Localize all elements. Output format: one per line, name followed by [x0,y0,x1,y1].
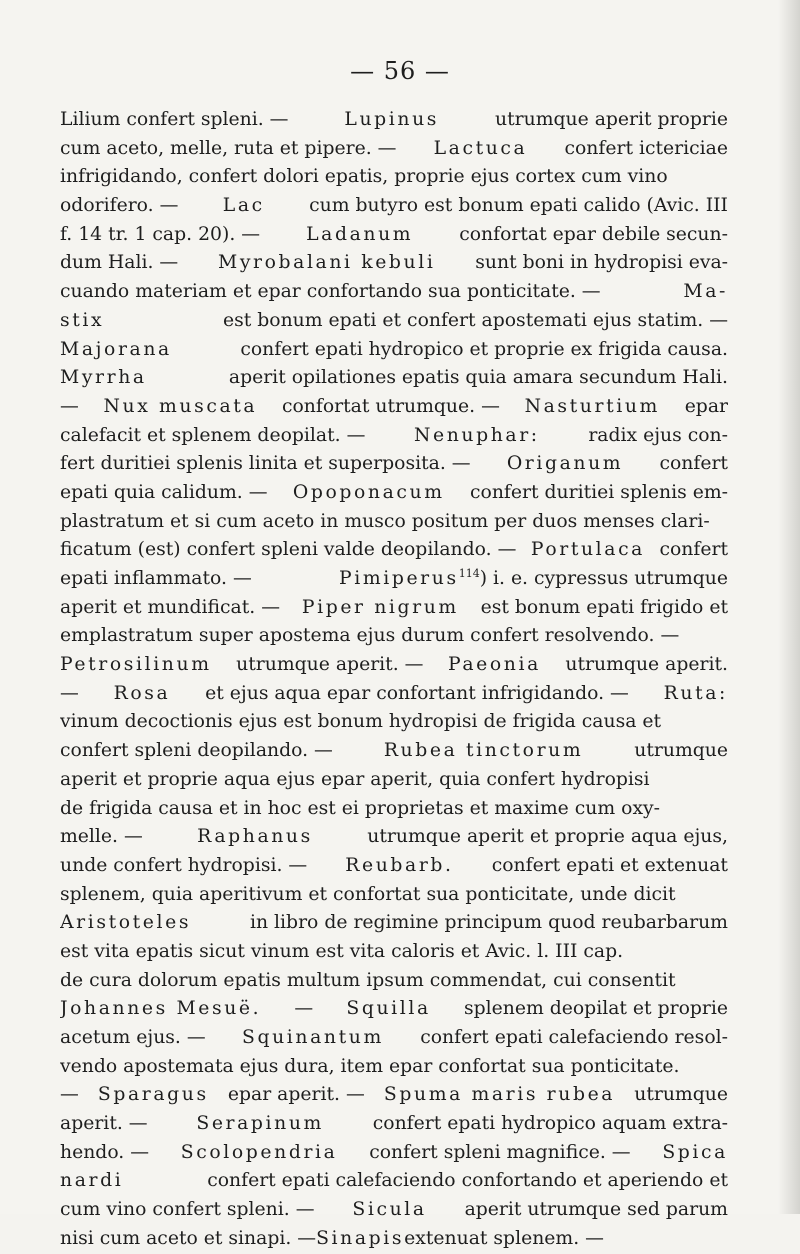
spaced-term: Majorana [60,338,172,360]
text-segment: confortat epar debile secun- [459,223,728,245]
text-segment: — [60,682,79,704]
text-segment: aperit opilationes epatis quia amara secundum Hali. [228,367,728,389]
text-line [60,422,728,451]
text-segment: epati inflammato. — [60,568,252,589]
text-segment: et ejus aqua epar confortant infrigidando. — [205,682,629,704]
text-segment: Lilium confert spleni. — [60,109,289,130]
text-line [60,336,728,365]
spaced-term: Raphanus [197,826,313,848]
text-segment: confert [659,539,728,561]
text-segment: de frigida causa et in hoc est ei proprietas et maxime cum oxy- [60,797,661,819]
text-line [60,1225,728,1254]
text-line [60,737,728,766]
spaced-term: Rubea tinctorum [383,740,584,762]
text-segment: ficatum (est) confert spleni valde deopilando. — [60,539,517,561]
spaced-term: Origanum [506,453,624,475]
spaced-term: Myrobalani kebuli [218,252,436,274]
text-line [60,622,728,651]
text-segment: odorifero. — [60,195,179,217]
text-line [60,651,728,680]
text-segment: nisi cum aceto et sinapi. — [60,1227,317,1249]
spaced-term: Scolopendria [180,1141,338,1163]
text-segment: splenem deopilat et proprie [463,998,728,1020]
text-segment: confert ictericiae [564,137,728,159]
spaced-term: Myrrha [60,367,147,389]
text-segment: cum vino confert spleni. — [60,1199,315,1221]
text-segment: dum Hali. — [60,252,179,274]
text-segment: confert epati hydropico et proprie ex frigida causa. [240,338,728,360]
text-line [60,479,728,508]
text-line [60,508,728,537]
spaced-term: nardi [60,1170,124,1192]
text-segment: confortat utrumque. — [281,395,500,417]
spaced-term: Ruta: [663,682,728,704]
text-segment: confert duritiei splenis em- [470,481,728,503]
text-segment: splenem, quia aperitivum et confortat sua ponticitate, unde dicit [60,883,676,905]
text-segment: confert epati hydropico aquam extra- [372,1113,728,1135]
text-segment: confert [659,453,728,475]
text-segment: aperit et proprie aqua ejus epar aperit, quia confert hydropisi [60,768,650,790]
spaced-term: Aristoteles [60,912,192,934]
text-line [60,766,728,795]
text-segment: ) i. e. cypressus utrumque [479,568,728,589]
spaced-term: Johannes Mesuë. [60,998,262,1020]
text-segment: — [294,998,314,1020]
text-line [60,1139,728,1168]
spaced-term: Petrosilinum [60,654,212,676]
text-line [60,249,728,278]
text-segment: infrigidando, confert dolori epatis, proprie ejus cortex cum vino [60,166,668,188]
spaced-term: Nenuphar: [413,424,540,446]
spaced-term: Squilla [346,998,431,1020]
spaced-term: Ma- [683,281,728,303]
text-segment: hendo. — [60,1141,150,1163]
text-line [60,1053,728,1082]
text-segment: utrumque [634,740,728,762]
spaced-term: Serapinum [196,1113,324,1135]
text-line [60,909,728,938]
body-text [60,106,728,1254]
text-line [60,278,728,307]
spaced-term: Portulaca [530,539,645,561]
text-line [60,795,728,824]
text-line [60,106,728,135]
text-line [60,364,728,393]
text-line [60,1196,728,1225]
spaced-term: Lactuca [433,137,528,159]
text-segment: calefacit et splenem deopilat. — [60,424,366,446]
spaced-term: Sicula [352,1199,427,1221]
text-segment: est bonum epati et confert apostemati ejus statim. — [222,309,728,331]
footnote-ref: 114 [458,567,480,580]
text-segment: sunt boni in hydropisi eva- [475,252,728,274]
text-line [60,1024,728,1053]
text-segment: epati quia calidum. — [60,481,268,503]
spaced-term: Squinantum [242,1027,384,1048]
text-segment: utrumque aperit. — [236,654,424,676]
text-segment: vinum decoctionis ejus est bonum hydropisi de frigida causa et [60,711,662,733]
text-segment: radix ejus con- [588,424,728,446]
text-segment: emplastratum super apostema ejus durum confert resolvendo. — [60,625,680,647]
text-line [60,163,728,192]
text-segment: aperit. — [60,1113,148,1135]
spaced-term: Nux muscata [103,395,258,417]
text-segment: vendo apostemata ejus dura, item epar confortat sua ponticitate. [60,1055,680,1077]
text-line [60,135,728,164]
text-line [60,536,728,565]
text-line [60,565,728,594]
text-segment: plastratum et si cum aceto in musco positum per duos menses clari- [60,510,710,532]
text-segment: — [60,395,79,417]
text-line [60,881,728,910]
text-line [60,450,728,479]
text-segment: epar aperit. — [227,1084,365,1106]
text-segment: de cura dolorum epatis multum ipsum commendat, cui consentit [60,969,676,991]
text-line [60,1110,728,1139]
text-segment: confert spleni deopilando. — [60,740,333,762]
text-line [60,680,728,709]
text-segment: melle. — [60,826,143,848]
spaced-term: Lupinus [344,109,440,130]
text-line [60,823,728,852]
spaced-term: Paeonia [447,654,541,676]
text-segment: aperit et mundificat. — [60,596,281,618]
spaced-term: Reubarb. [345,854,454,876]
page-number: — 56 — [350,57,450,85]
text-segment: confert epati et extenuat [491,854,728,876]
text-segment: cum aceto, melle, ruta et pipere. — [60,137,397,159]
text-segment: utrumque aperit. [565,654,728,676]
text-line [60,995,728,1024]
text-segment: confert epati calefaciendo confortando et aperiendo et [207,1170,728,1192]
text-line [60,221,728,250]
text-segment: unde confert hydropisi. — [60,854,308,876]
spaced-term: Rosa [113,682,171,704]
spaced-term: Opoponacum [292,481,445,503]
text-segment: extenuat splenem. — [404,1227,604,1249]
text-segment: utrumque aperit et proprie aqua ejus, [367,826,728,848]
text-line [60,594,728,623]
text-line [60,192,728,221]
text-line [60,938,728,967]
spaced-term: stix [60,309,105,331]
spaced-term: Spica [662,1141,728,1163]
spaced-term: Sinapis [316,1227,405,1249]
text-segment: epar [684,395,728,417]
text-segment: fert duritiei splenis linita et superposita. — [60,453,471,475]
text-line [60,852,728,881]
text-line [60,393,728,422]
spaced-term: Ladanum [306,223,414,245]
text-segment: f. 14 tr. 1 cap. 20). — [60,223,261,245]
spaced-term: Pimiperus [338,568,459,589]
spaced-term: Lac [222,195,265,217]
text-line [60,708,728,737]
text-segment: aperit utrumque sed parum [464,1199,728,1221]
text-segment: est bonum epati frigido et [480,596,728,618]
spaced-term: Spuma maris rubea [383,1084,616,1106]
text-segment: confert spleni magnifice. — [369,1141,631,1163]
page-edge-shadow [778,0,800,1214]
text-segment: in libro de regimine principum quod reubarbarum [249,912,728,934]
text-segment: acetum ejus. — [60,1027,206,1048]
text-line [60,1167,728,1196]
text-segment: cum butyro est bonum epati calido (Avic. III [309,195,728,217]
text-line [60,967,728,996]
text-segment: cuando materiam et epar confortando sua ponticitate. — [60,281,601,303]
text-segment: utrumque [634,1084,728,1106]
text-segment: confert epati calefaciendo resol- [420,1027,728,1048]
term-with-footnote [339,565,728,594]
text-line [60,1081,728,1110]
text-segment: utrumque aperit proprie [494,109,728,130]
spaced-term: Nasturtium [524,395,660,417]
text-segment: — [60,1084,79,1106]
text-line [60,307,728,336]
text-segment: est vita epatis sicut vinum est vita caloris et Avic. l. III cap. [60,940,624,962]
spaced-term: Piper nigrum [301,596,459,618]
spaced-term: Sparagus [97,1084,209,1106]
